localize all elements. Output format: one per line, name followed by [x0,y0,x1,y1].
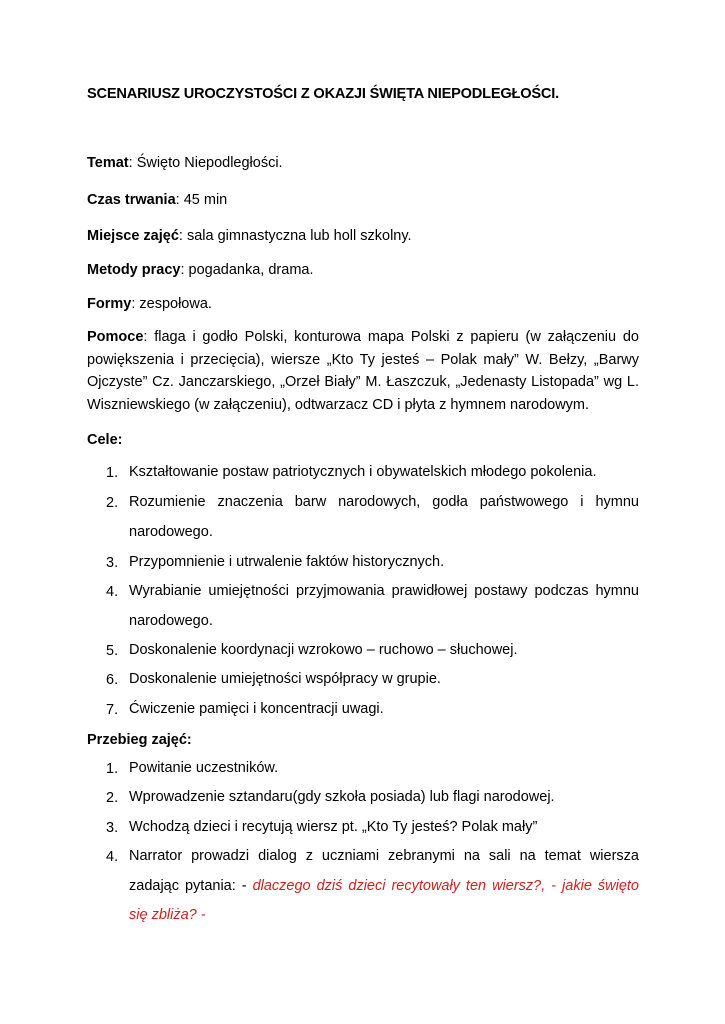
list-item: Przypomnienie i utrwalenie faktów historycznych. [129,554,445,570]
list-item [129,842,639,931]
highlighted-questions: dlaczego dziś dzieci recytowały ten wiersz?, - jakie święto się zbliża? - [129,877,639,923]
field-value: : Święto Niepodległości. [128,155,283,171]
field-label: Pomoce [87,329,144,345]
list-item: Wprowadzenie sztandaru(gdy szkoła posiada) lub flagi narodowej. [129,789,555,805]
field-miejsce [87,228,412,244]
list-number: 1. [106,761,119,777]
field-value: : pogadanka, drama. [180,262,314,278]
field-formy [87,296,212,312]
list-item: Doskonalenie koordynacji wzrokowo – ruchowo – słuchowej. [129,642,518,658]
list-item: Powitanie uczestników. [129,760,279,776]
section-heading-cele: Cele: [87,432,123,448]
field-pomoce [87,326,639,416]
list-number: 5. [106,643,119,659]
list-item: Doskonalenie umiejętności współpracy w grupie. [129,671,441,687]
field-value: : flaga i godło Polski, konturowa mapa Polski z papieru (w załączeniu do powiększenia i przecięcia), wiersze „Kto Ty jesteś – Polak mały” W. Bełzy, „Barwy Ojczyste” Cz. Janczarskiego, „Orzeł Biały” M. Łaszczuk, „Jedenasty Listopada” wg L. Wiszniewskiego (w załączeniu), odtwarzacz CD i płyta z hymnem narodowym. [87,329,639,413]
field-label: Czas trwania [87,192,176,208]
list-number: 6. [106,672,119,688]
field-value: : sala gimnastyczna lub holl szkolny. [178,228,412,244]
field-value: : 45 min [175,192,228,208]
list-number: 4. [106,849,119,865]
list-item: Ćwiczenie pamięci i koncentracji uwagi. [129,701,384,717]
field-metody [87,262,314,278]
list-item: Wyrabianie umiejętności przyjmowania prawidłowej postawy podczas hymnu narodowego. [129,583,639,629]
list-item: Wchodzą dzieci i recytują wiersz pt. „Kto Ty jesteś? Polak mały” [129,819,538,835]
field-label: Metody pracy [87,262,181,278]
field-label: Formy [87,296,132,312]
document-title: SCENARIUSZ UROCZYSTOŚCI Z OKAZJI ŚWIĘTA NIEPODLEGŁOŚCI. [87,86,559,102]
list-number: 7. [106,702,119,718]
list-number: 2. [106,495,119,511]
field-value: : zespołowa. [131,296,212,312]
section-heading-przebieg: Przebieg zajęć: [87,732,192,748]
list-item: Rozumienie znaczenia barw narodowych, godła państwowego i hymnu narodowego. [129,494,639,540]
field-temat [87,155,283,171]
list-number: 2. [106,790,119,806]
field-czas-trwania [87,192,227,208]
list-number: 3. [106,820,119,836]
list-item: Kształtowanie postaw patriotycznych i obywatelskich młodego pokolenia. [129,464,597,480]
field-label: Miejsce zajęć [87,228,179,244]
list-number: 1. [106,465,119,481]
field-label: Temat [87,155,129,171]
list-number: 4. [106,584,119,600]
list-item-text: Narrator prowadzi dialog z uczniami zebranymi na sali na temat wiersza zadając pytania: - [129,848,639,894]
list-number: 3. [106,555,119,571]
